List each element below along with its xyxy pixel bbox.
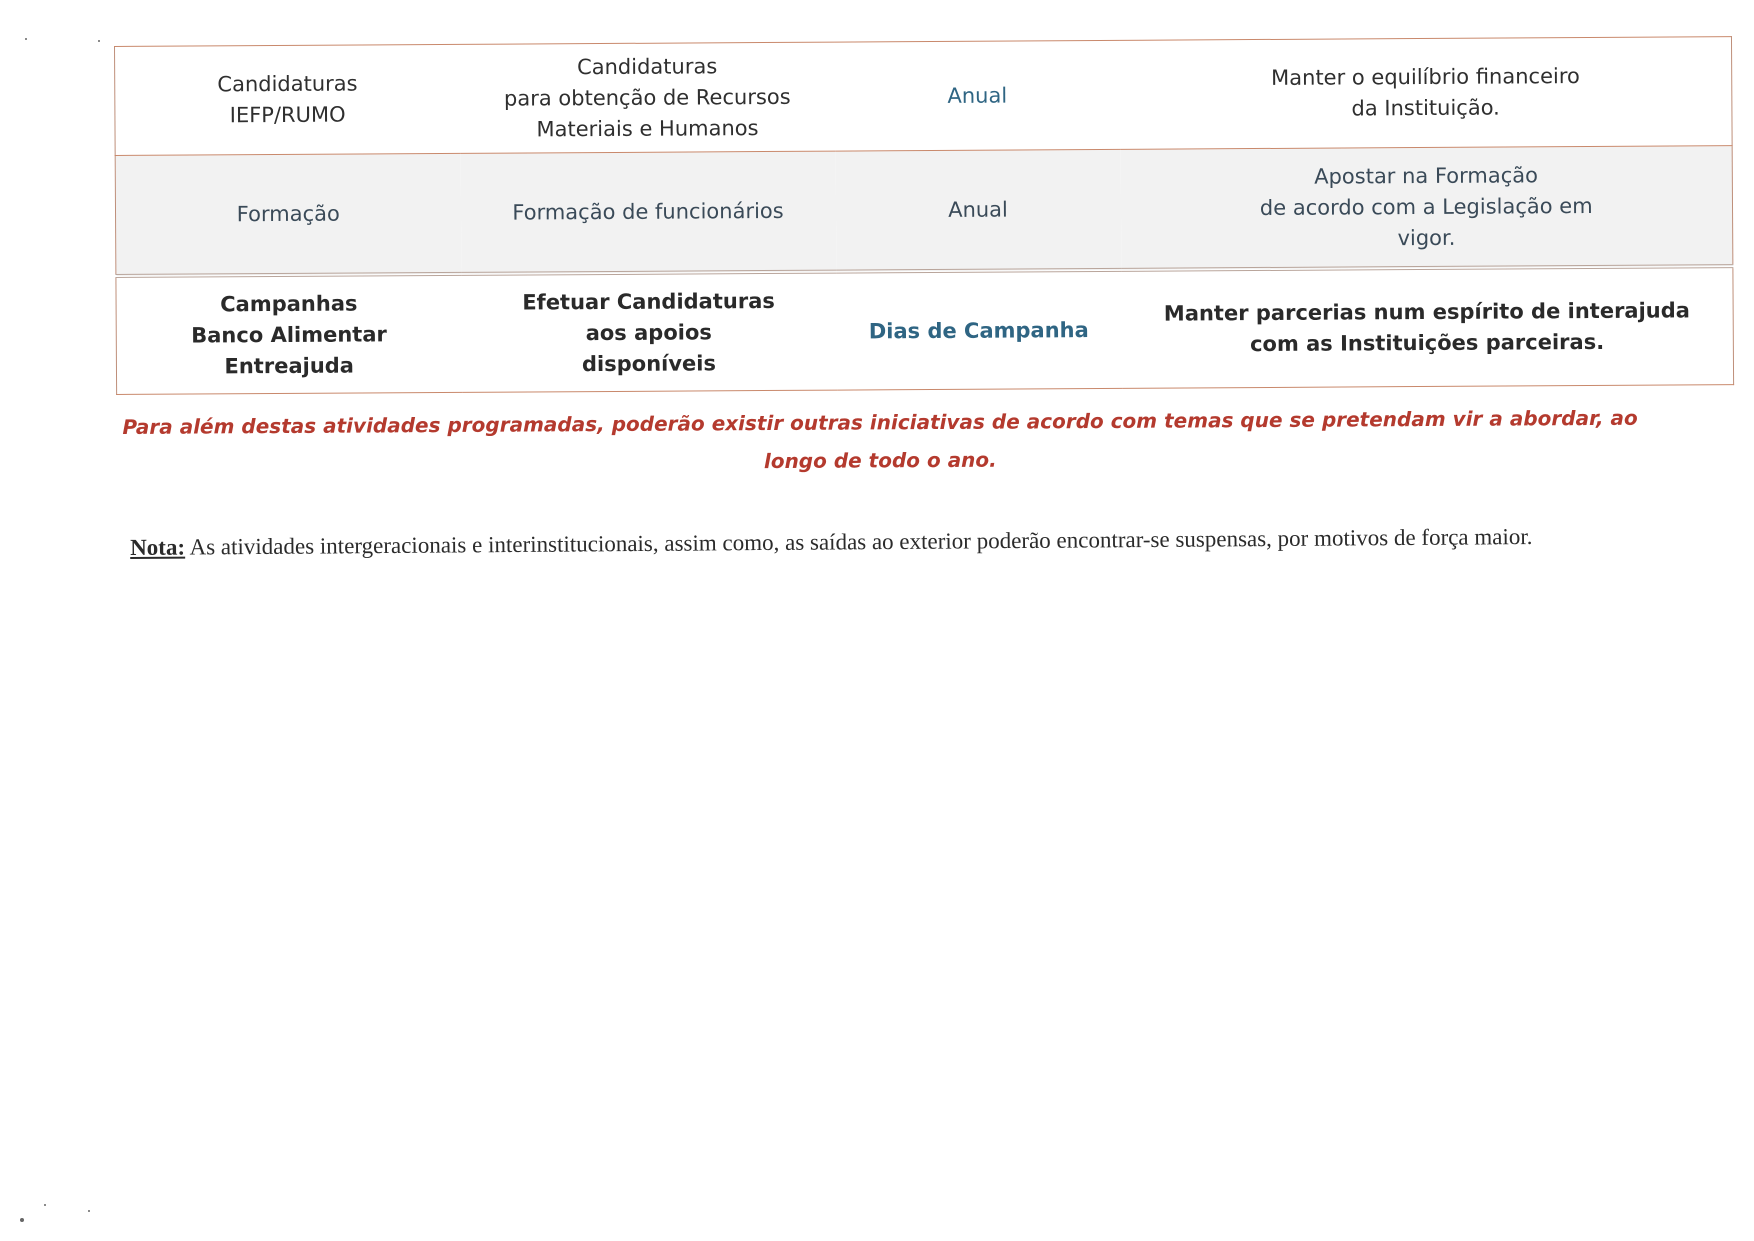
scan-speck <box>20 1218 24 1222</box>
frequency-cell: Anual <box>834 40 1120 151</box>
objective-cell: Apostar na Formação de acordo com a Legislação em vigor. <box>1120 146 1733 270</box>
activities-note: Para além destas atividades programadas, poderão existir outras iniciativas de acordo com temas que se pretendam vir a abordar, ao longo de todo o ano. <box>122 405 1638 474</box>
frequency-cell: Anual <box>835 149 1121 271</box>
activity-cell: Campanhas Banco Alimentar Entreajuda <box>116 274 462 395</box>
description-cell: Candidaturas para obtenção de Recursos Materiais e Humanos <box>459 42 835 153</box>
scan-speck <box>44 1204 46 1206</box>
activities-table <box>114 36 1734 395</box>
scan-speck <box>98 40 100 42</box>
table-row <box>115 146 1733 276</box>
activity-cell: Formação <box>115 153 461 276</box>
nota-text: As atividades intergeracionais e interinstitucionais, assim como, as saídas ao exterior poderão encontrar-se suspensas, por motivos de força maior. <box>184 523 1533 560</box>
table-row <box>115 37 1733 156</box>
activity-cell: Candidaturas IEFP/RUMO <box>115 44 461 155</box>
objective-cell: Manter parcerias num espírito de interajuda com as Instituições parceiras. <box>1121 266 1734 388</box>
frequency-cell: Dias de Campanha <box>836 270 1122 390</box>
nota-paragraph <box>130 518 1630 566</box>
scan-speck <box>88 1210 90 1212</box>
scan-speck <box>25 38 27 40</box>
description-cell: Formação de funcionários <box>460 151 836 274</box>
objective-cell: Manter o equilíbrio financeiro da Instituição. <box>1119 37 1732 150</box>
description-cell: Efetuar Candidaturas aos apoios disponíveis <box>461 272 837 393</box>
nota-label: Nota: <box>130 534 186 560</box>
table-row <box>116 266 1734 394</box>
